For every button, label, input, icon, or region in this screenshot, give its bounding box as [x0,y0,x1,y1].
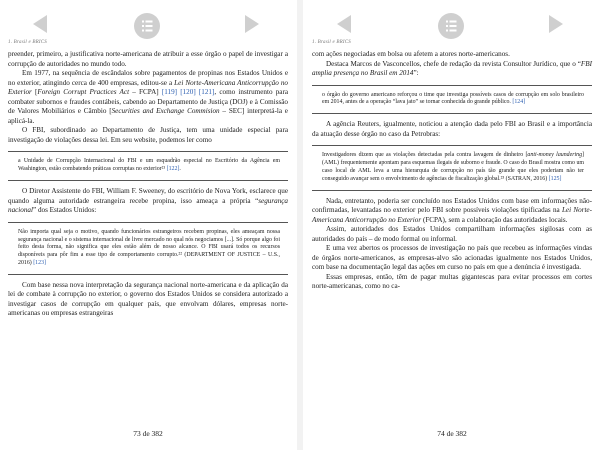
table-of-contents-button[interactable] [133,12,157,36]
paragraph: E uma vez abertos os processos de investigação no país que recebeu as informações vindas de órgãos norte-americanos, as empresas-alvo são acionadas igualmente nos Estados Unidos, com base na documentação legal das ações em curso no país em que a denúncia é investigada. [312,244,592,272]
menu-icon [437,12,465,40]
divider [8,274,288,275]
page-text [312,50,592,292]
running-head: 1. Brasil e BRICS [8,40,47,45]
paragraph: A agência Reuters, igualmente, noticiou a atenção dada pelo FBI ao Brasil e a importância da atuação desse órgão no caso da Petrobras: [312,120,592,138]
paragraph: preender, primeiro, a justificativa norte-americana de atribuir a esse órgão o papel de investigar a corrupção de autoridades no mundo todo. [8,50,288,68]
previous-page-button[interactable] [28,12,52,36]
emphasis: segurança nacional [8,196,288,215]
divider [312,113,592,114]
text: ”: [413,69,419,78]
block-quote [18,229,280,268]
chevron-left-icon [332,12,356,36]
quote-text: . [179,166,181,173]
text: ” dos Estados Unidos: [33,206,97,215]
citation-link[interactable]: [123] [33,259,46,266]
page-number: 74 de 382 [437,429,467,438]
paragraph: Com base nessa nova interpretação da segurança nacional norte-americana e da aplicação da lei de combate à corrupção no exterior, o governo dos Estados Unidos se considera autorizado a investigar casos de corrupção em qualquer país, que envolvam dólares, empresas norte-americanas ou empresas estrangeiras [8,280,288,318]
law-title: Lei Norte-Americana Anticorrupção no Exterior [312,206,592,224]
text: Destaca Marcos de Vasconcellos, chefe de redação da revista Consultor Jurídico, que o “ [326,59,581,68]
paragraph: O FBI, subordinado ao Departamento de Justiça, tem uma unidade especial para investigação de violações dessa lei. Em seu website, podemos ler como [8,126,288,144]
text: , como instrumento para combater subornos e fraudes contábeis, cabendo ao Departamento de Justiça (DOJ) e à Comissão de Valores Mobiliários e Câmbio [ [8,88,288,116]
citation-link[interactable]: [119] [120] [121] [161,88,215,97]
divider [312,145,592,146]
page-gutter [297,0,303,450]
divider [8,151,288,152]
right-page [304,0,600,450]
page-number: 73 de 382 [133,429,163,438]
text: O Diretor Assistente do FBI, William F. Sweeney, do escritório de Nova York, esclarece que quando alguma autoridade estrangeira recebe propina, isso ameaça a própria “ [8,187,288,205]
paragraph: Assim, autoridades dos Estados Unidos compartilham informações sigilosas com as autoridades do país – de modo formal ou informal. [312,225,592,243]
page-text [8,50,288,319]
agency-name-en: Securities and Exchange Commision [111,107,220,116]
table-of-contents-button[interactable] [437,12,461,36]
quote-text: Não importa qual seja o motivo, quando funcionários estrangeiros recebem propinas, eles ameaçam nossa segurança nacional e o sistema internacional de livre mercado no qual nós negociamos [...]. Só porque algo foi feito desta forma, não significa que eles estão além de nosso alcance. O FBI usará todos os recursos disponíveis para pôr fim a esse tipo de comportamento corrupto.²² (DEPARTMENT OF JUSTICE – U.S., 2016) [18,228,280,266]
left-page [0,0,296,450]
paragraph [8,69,288,126]
text: (FCPA), sem a colaboração das autoridades locais. [421,215,568,224]
law-title: Lei Norte-Americana Anticorrupção no Exterior [8,78,288,97]
running-head: 1. Brasil e BRICS [312,40,351,45]
right-nav-bar [304,8,600,38]
paragraph [312,60,592,79]
paragraph: Essas empresas, então, têm de pagar multas gigantescas para evitar processos em cortes norte-americanas, como no ca- [312,272,592,291]
text: – SEC] interpretá-la e aplicá-la. [8,107,288,125]
divider [312,85,592,86]
citation-link[interactable]: [124] [512,99,526,106]
text: Nada, entretanto, poderia ser concluído nos Estados Unidos com base em informações não-confirmadas, levantadas no exterior pelo FBI sobre possíveis violações tipificadas na [312,196,592,215]
citation-link[interactable]: [125] [548,175,562,182]
paragraph [312,197,592,226]
paragraph [8,187,288,216]
divider [8,180,288,181]
block-quote [322,152,584,183]
block-quote [322,92,584,108]
paragraph: com ações negociadas em bolsa ou afetem a atores norte-americanos. [312,50,510,58]
divider [312,190,592,191]
quote-text: a Unidade de Corrupção Internacional do FBI e um esquadrão especial no Escritório da Agência em Washington, estão combatendo práticas corruptas no exterior²¹ [18,158,280,173]
emphasis: FBI amplia presença no Brasil em 2014 [312,59,592,78]
next-page-button[interactable] [240,12,264,36]
law-title-en: Foreign Corrupt Practices Act [37,88,130,97]
block-quote [18,158,280,174]
chevron-right-icon [544,12,568,36]
text: Em 1977, na sequência de escândalos sobre pagamentos de propinas nos Estados Unidos e no exterior, atingindo cerca de 400 empresas, editou-se a [8,69,288,87]
quote-text: Investigadores dizem que as violações detectadas pela contra lavagem de dinheiro [ [322,152,528,159]
chevron-right-icon [240,12,264,36]
emphasis: anti-money laundering [527,152,583,159]
previous-page-button[interactable] [332,12,356,36]
citation-link[interactable]: [122] [166,166,180,173]
menu-icon [133,12,161,40]
divider [8,222,288,223]
left-nav-bar [0,8,296,38]
quote-text: o órgão do governo americano reforçou o time que investiga possíveis casos de corrupção em solo brasileiro em 2014, antes de a operação “lava jato” se tornar conhecida do grande público. [322,91,584,106]
next-page-button[interactable] [544,12,568,36]
text: [ [31,88,38,97]
text: – FCPA] [129,88,162,97]
quote-text: ] (AML) frequentemente apontam para esquemas ilegais de suborno e fraude. O caso do Brasil mostra como um caso local de AML leva a uma hierarquia de corrupção no país tão grande que eles poderiam não ter conseguido avançar sem o envolvimento de agências de fiscalização global.²³ (SATRAN, 2016) [322,152,585,182]
chevron-left-icon [28,12,52,36]
